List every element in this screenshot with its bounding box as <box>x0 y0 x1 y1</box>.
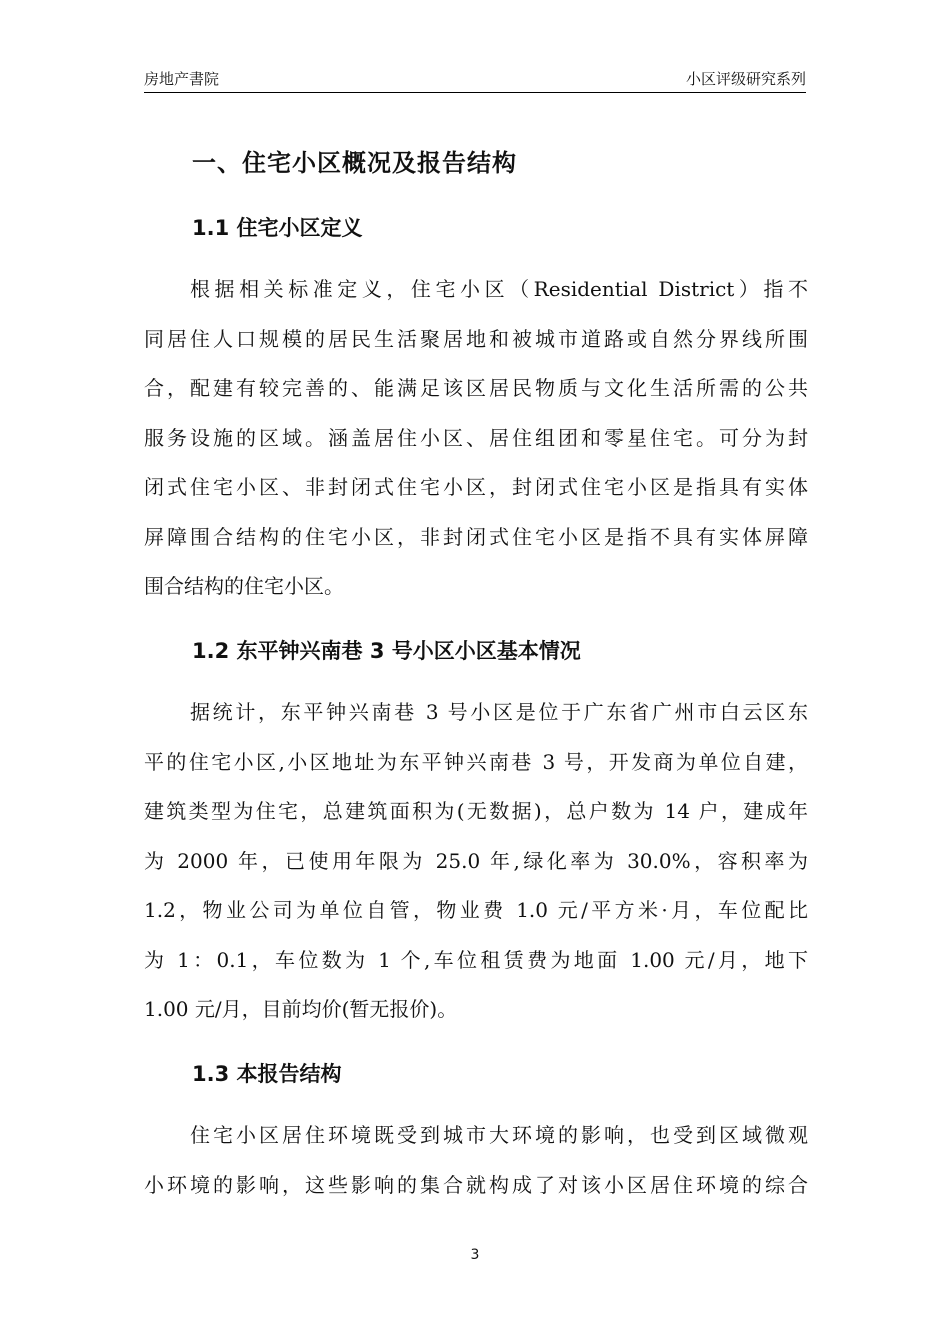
section-title-definition: 1.1 住宅小区定义 <box>192 216 363 240</box>
text-line: 建筑类型为住宅，总建筑面积为(无数据)，总户数为 14 户，建成年 <box>144 799 808 823</box>
text-line: 闭式住宅小区、非封闭式住宅小区，封闭式住宅小区是指具有实体 <box>144 475 808 499</box>
paragraph-basic-info <box>144 691 808 1038</box>
text-line: 服务设施的区域。涵盖居住小区、居住组团和零星住宅。可分为封 <box>144 425 808 450</box>
section-title-basic-info: 1.2 东平钟兴南巷 3 号小区小区基本情况 <box>192 639 581 663</box>
page-header <box>144 66 806 93</box>
text-line: 根据相关标准定义，住宅小区（Residential District）指不 <box>190 277 808 301</box>
paragraph-definition <box>144 268 808 615</box>
text-line: 1.00 元/月，目前均价(暂无报价)。 <box>144 997 458 1021</box>
text-line: 1.2，物业公司为单位自管，物业费 1.0 元/平方米·月，车位配比 <box>144 898 808 922</box>
text-line: 平的住宅小区,小区地址为东平钟兴南巷 3 号，开发商为单位自建， <box>144 749 808 774</box>
header-publisher: 房地产書院 <box>144 70 220 88</box>
text-line: 同居住人口规模的居民生活聚居地和被城市道路或自然分界线所围 <box>144 326 808 351</box>
text-line: 小环境的影响，这些影响的集合就构成了对该小区居住环境的综合 <box>144 1172 808 1197</box>
page-number: 3 <box>470 1247 480 1263</box>
text-line: 屏障围合结构的住宅小区，非封闭式住宅小区是指不具有实体屏障 <box>144 524 808 549</box>
text-line: 为 1：0.1，车位数为 1 个,车位租赁费为地面 1.00 元/月，地下 <box>144 947 808 972</box>
section-title-report-structure: 1.3 本报告结构 <box>192 1062 342 1086</box>
header-series-title: 小区评级研究系列 <box>685 70 806 88</box>
text-line: 为 2000 年，已使用年限为 25.0 年,绿化率为 30.0%，容积率为 <box>144 848 808 873</box>
text-line: 住宅小区居住环境既受到城市大环境的影响，也受到区域微观 <box>190 1123 808 1147</box>
text-line: 围合结构的住宅小区。 <box>144 574 344 598</box>
chapter-title: 一、住宅小区概况及报告结构 <box>192 149 517 177</box>
paragraph-report-structure <box>144 1114 808 1213</box>
text-line: 据统计，东平钟兴南巷 3 号小区是位于广东省广州市白云区东 <box>190 700 808 724</box>
text-line: 合，配建有较完善的、能满足该区居民物质与文化生活所需的公共 <box>144 376 808 400</box>
